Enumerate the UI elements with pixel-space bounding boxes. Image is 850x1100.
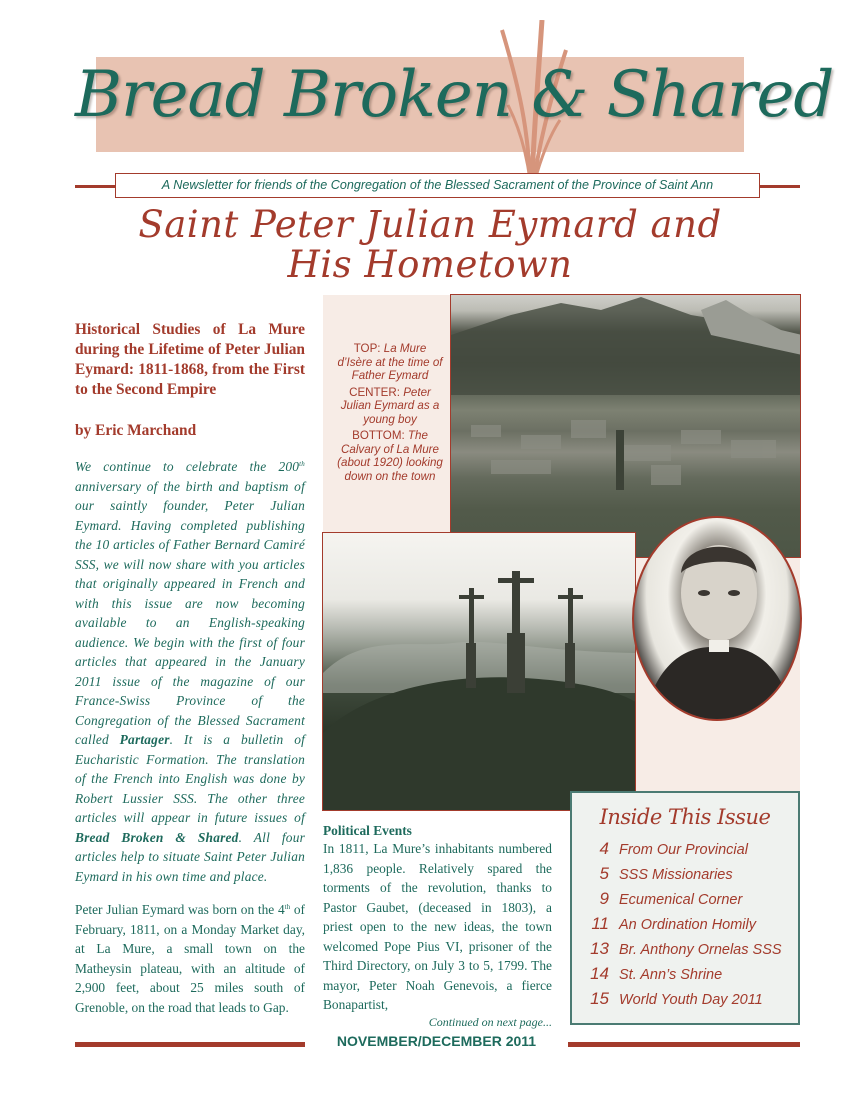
photo-calvary <box>322 532 636 811</box>
toc-label: SSS Missionaries <box>619 867 733 883</box>
portrait-young-eymard <box>632 516 802 721</box>
caption-bottom-text: The Calvary of La Mure (about 1920) looking down on the town <box>337 429 443 483</box>
continued-link[interactable]: Continued on next page... <box>428 1014 552 1029</box>
body-lead: Peter Julian Eymard was born on the <box>75 902 278 917</box>
caption-center <box>335 386 445 427</box>
toc-label: An Ordination Homily <box>619 917 756 933</box>
headline-line-2: His Hometown <box>287 243 573 286</box>
caption-bottom-label: BOTTOM: <box>352 429 408 442</box>
body-day-suffix: th <box>284 903 291 911</box>
caption-top-text: La Mure d’Isère at the time of Father Eymard <box>337 342 443 382</box>
intro-ordinal-suffix: th <box>299 460 305 468</box>
toc-label: World Youth Day 2011 <box>619 992 763 1008</box>
toc-item[interactable] <box>572 864 798 889</box>
caption-bottom <box>335 429 445 483</box>
town-landscape-image <box>451 295 801 558</box>
intro-paragraph <box>75 457 305 886</box>
calvary-crosses-image <box>323 533 636 811</box>
section-heading-political-events: Political Events <box>323 823 412 838</box>
photo-la-mure-town <box>450 294 801 558</box>
middle-column <box>323 822 552 1030</box>
toc-item[interactable] <box>572 939 798 964</box>
toc-label: Br. Anthony Ornelas SSS <box>619 942 782 958</box>
body-text: of February, 1811, on a Monday Market day, at La Mure, a small town on the Matheysin plateau, with an altitude of 2,900 feet, about 25 miles south of Grenoble, on the road that leads to Gap. <box>75 902 305 1015</box>
caption-top <box>335 342 445 383</box>
tagline-rule-right <box>758 185 800 188</box>
toc-title: Inside This Issue <box>599 805 771 829</box>
left-column <box>75 320 305 1017</box>
tagline-rule-left <box>75 185 117 188</box>
newsletter-name-bold: Bread Broken & Shared <box>75 829 239 845</box>
issue-date: NOVEMBER/DECEMBER 2011 <box>336 1033 537 1049</box>
toc-page-number: 14 <box>590 964 609 983</box>
intro-text-2: anniversary of the birth and baptism of our saintly founder, Peter Julian Eymard. Having completed publishing the 10 articles of Father Bernard Camiré SSS, we will now share with you articles that originally appeared in French and with this issue are now becoming available to an English-speaking audience. We begin with the first of four articles that appeared in the January 2011 issue of the magazine of our France-Swiss Province of the Congregation of the Blessed Sacrament called <box>75 478 305 747</box>
headline-line-1: Saint Peter Julian Eymard and <box>138 203 722 246</box>
body-paragraph <box>75 900 305 1017</box>
political-events-paragraph: In 1811, La Mure’s inhabitants numbered 1,836 people. Relatively spared the torments of the revolution, thanks to Pastor Gaubet, (deceased in 1803), a priest open to the new ideas, the town welcomed Pope Pius VI, prisoner of the Third Directory, on July 3 to 5, 1799. The mayor, Peter Noah Genevois, a fierce Bonapartist, <box>323 841 552 1012</box>
inside-this-issue-box <box>570 791 800 1025</box>
photo-captions <box>335 342 445 486</box>
toc-item[interactable] <box>572 989 798 1014</box>
footer-rule-left <box>75 1042 305 1047</box>
article-title: Historical Studies of La Mure during the Lifetime of Peter Julian Eymard: 1811-1868, from the First to the Second Empire <box>75 321 305 398</box>
toc-page-number: 13 <box>590 939 609 958</box>
toc-page-number: 9 <box>599 889 609 908</box>
toc-label: Ecumenical Corner <box>619 892 743 908</box>
intro-text-4: . All four articles help to situate Saint Peter Julian Eymard in his own time and place. <box>75 829 306 884</box>
caption-center-label: CENTER: <box>349 385 404 399</box>
toc-item[interactable] <box>572 889 798 914</box>
toc-list <box>572 839 798 1014</box>
caption-top-label: TOP: <box>353 342 384 355</box>
toc-page-number: 4 <box>599 839 609 858</box>
boy-portrait-image <box>634 518 802 721</box>
body-day: 4 <box>277 902 285 917</box>
tagline: A Newsletter for friends of the Congregation of the Blessed Sacrament of the Province of Saint Ann <box>115 173 760 198</box>
intro-text-3: . It is a bulletin of Eucharistic Formation. The translation of the French into English was done by Robert Lussier SSS. The other three articles will appear in future issues of <box>75 732 306 825</box>
toc-page-number: 11 <box>591 914 609 933</box>
intro-ordinal: 200 <box>278 459 300 474</box>
partager-bold: Partager <box>119 732 170 747</box>
intro-text-1: We continue to celebrate the <box>75 459 279 474</box>
toc-item[interactable] <box>572 839 798 864</box>
masthead <box>0 0 850 200</box>
caption-center-text: Peter Julian Eymard as a young boy <box>340 385 440 426</box>
newsletter-title: Bread Broken & Shared <box>75 58 834 132</box>
toc-item[interactable] <box>572 964 798 989</box>
tagline-row <box>75 173 800 199</box>
page-headline <box>80 205 780 285</box>
footer-rule-right <box>568 1042 800 1047</box>
byline: by Eric Marchand <box>75 422 197 439</box>
toc-page-number: 15 <box>590 989 609 1008</box>
toc-item[interactable] <box>572 914 798 939</box>
toc-page-number: 5 <box>599 864 609 883</box>
toc-label: St. Ann’s Shrine <box>619 967 723 983</box>
toc-label: From Our Provincial <box>619 842 748 858</box>
